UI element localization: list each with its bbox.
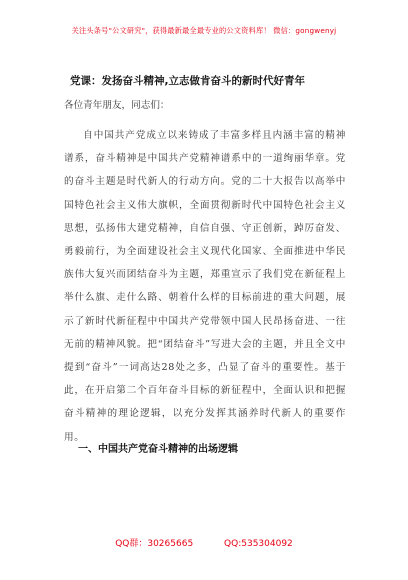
footer-qq-group: QQ群：30265665 xyxy=(115,539,194,549)
body-paragraph: 自中国共产党成立以来铸成了丰富多样且内涵丰富的精神谱系，奋斗精神是中国共产党精神谱系中的一道绚丽华章。党的奋斗主题是时代新人的行动方向。党的二十大报告以高举中国特色社会主义伟大旗帜，全面贯彻新时代中国特色社会主义思想，弘扬伟大建党精神，自信自强、守正创新，踔厉奋发、勇毅前行，为全面建设社会主义现代化国家、全面推进中华民族伟大复兴而团结奋斗为主题，郑重宣示了我们党在新征程上举什么旗、走什么路、朝着什么样的目标前进的重大问题，展示了新时代新征程中中国共产党带领中国人民昂扬奋进、一往无前的精神风貌。把“团结奋斗”写进大会的主题，并且全文中提到“奋斗”一词高达28处之多，凸显了奋斗的重要性。基于此，在开启第二个百年奋斗目标的新征程中，全面认识和把握奋斗精神的理论逻辑，以充分发挥其涵养时代新人的重要作用。 xyxy=(64,130,346,443)
footer-contact xyxy=(0,536,408,549)
section-heading: 一、中国共产党奋斗精神的出场逻辑 xyxy=(78,444,238,455)
document-title: 党课：发扬奋斗精神,立志做肯奋斗的新时代好青年 xyxy=(70,75,305,87)
header-promo-note: 关注头条号"公文研究"，获得最新最全最专业的公文资料库！ 微信：gongwenyj xyxy=(71,26,337,35)
footer-qq: QQ:535304092 xyxy=(224,539,293,549)
salutation: 各位青年朋友，同志们： xyxy=(64,100,170,111)
